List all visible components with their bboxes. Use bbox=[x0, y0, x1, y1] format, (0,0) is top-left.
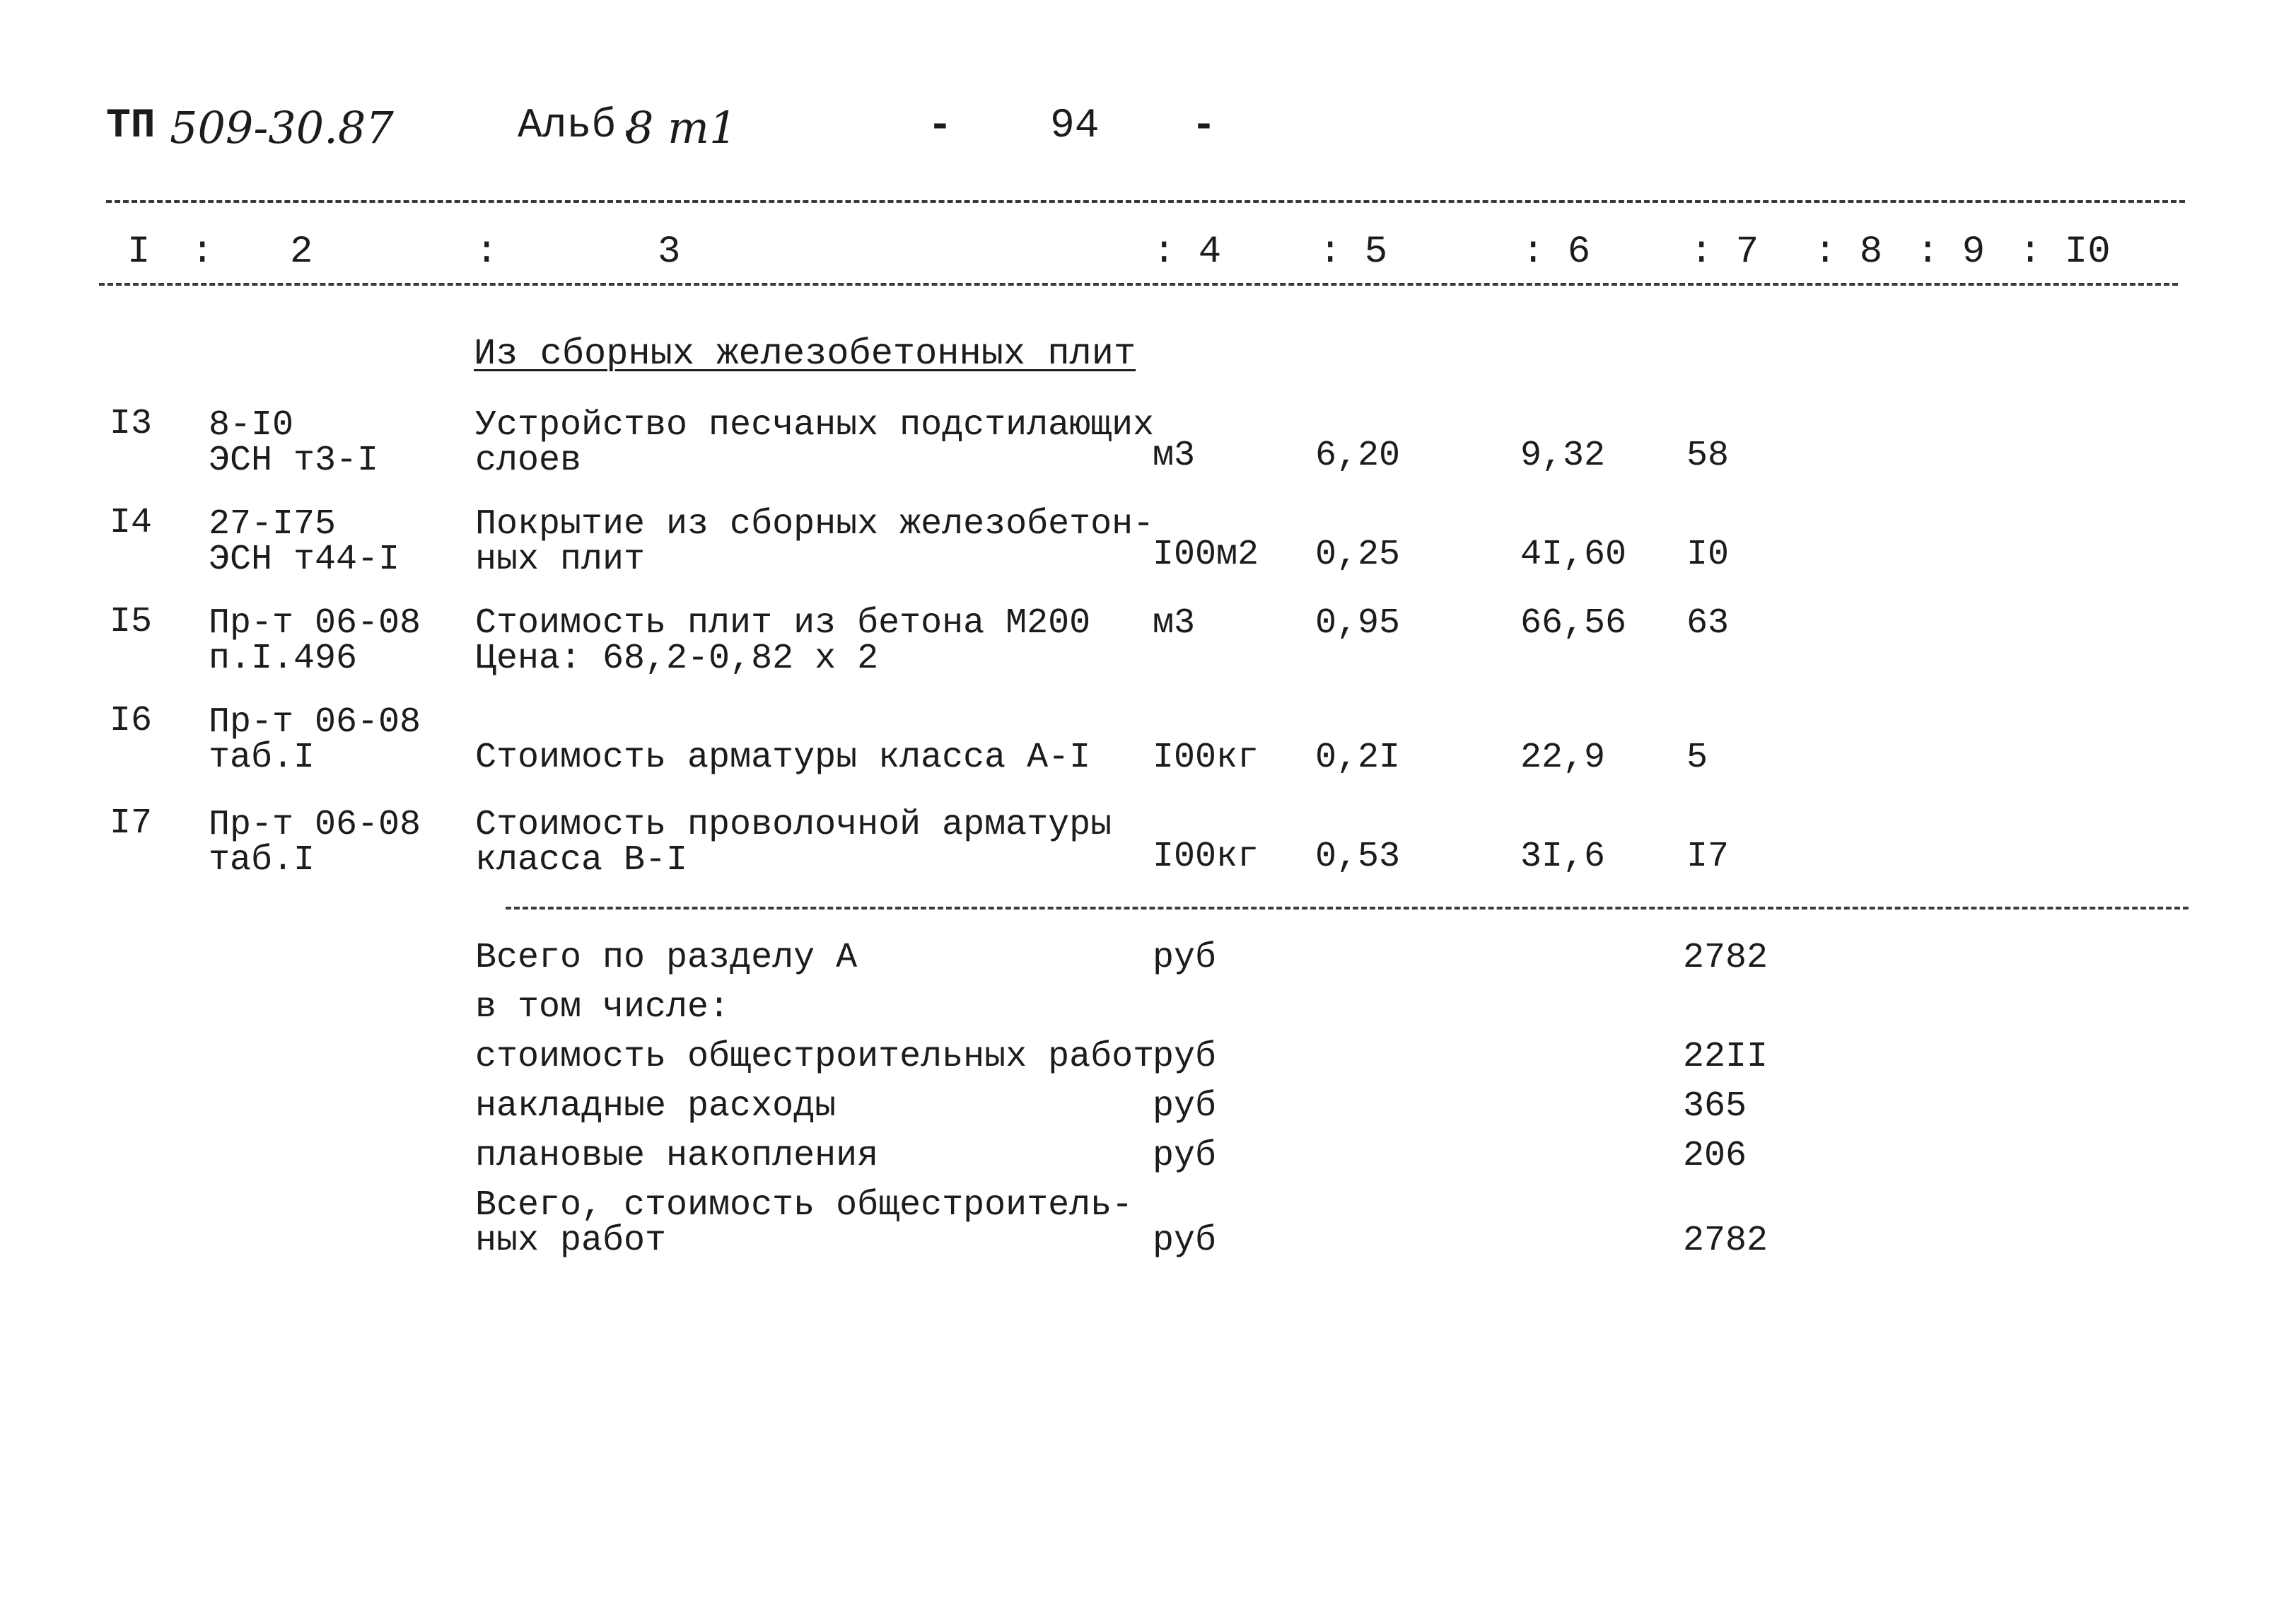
row-qty: 0,53 bbox=[1315, 837, 1401, 877]
row-qty: 0,25 bbox=[1315, 535, 1401, 575]
col-sep: : bbox=[475, 231, 499, 274]
row-code bbox=[209, 603, 421, 679]
row-code bbox=[209, 405, 379, 481]
doc-number: 509-30.87 bbox=[170, 102, 394, 153]
row-name-line: Цена: 68,2-0,82 х 2 bbox=[475, 639, 879, 679]
row-total: I0 bbox=[1686, 535, 1730, 575]
row-name-line bbox=[475, 705, 1090, 740]
row-code-line: п.I.496 bbox=[209, 639, 358, 679]
summary-unit: руб bbox=[1153, 1086, 1217, 1127]
page-dash-left: - bbox=[928, 103, 952, 149]
row-qty: 0,95 bbox=[1315, 603, 1401, 644]
page-number: 94 bbox=[1050, 103, 1100, 149]
col-8: : 8 bbox=[1814, 231, 1883, 274]
row-name-line: класса В-I bbox=[475, 840, 688, 881]
row-unit: м3 bbox=[1153, 436, 1196, 476]
row-name-line: ных плит bbox=[475, 540, 646, 580]
row-code-line: ЭСН т3-I bbox=[209, 441, 379, 481]
header-rule bbox=[106, 200, 2185, 203]
row-code bbox=[209, 702, 421, 778]
row-unit: I00м2 bbox=[1153, 535, 1259, 575]
row-name-line: Покрытие из сборных железобетон- bbox=[475, 504, 1155, 545]
row-number: I3 bbox=[110, 404, 153, 444]
summary-unit: руб bbox=[1153, 1037, 1217, 1077]
col-7: : 7 bbox=[1690, 231, 1759, 274]
col-sep: : bbox=[191, 231, 214, 274]
summary-label: плановые накопления bbox=[475, 1136, 879, 1176]
row-code-line: ЭСН т44-I bbox=[209, 540, 400, 580]
summary-total: 22II bbox=[1683, 1037, 1768, 1077]
col-1: I bbox=[127, 231, 151, 274]
summary-total: 365 bbox=[1683, 1086, 1747, 1127]
row-price: 4I,60 bbox=[1520, 535, 1627, 575]
row-code bbox=[209, 805, 421, 881]
row-price: 3I,6 bbox=[1520, 837, 1606, 877]
col-9: : 9 bbox=[1916, 231, 1986, 274]
summary-label: накладные расходы bbox=[475, 1086, 837, 1127]
row-name-line: слоев bbox=[475, 441, 582, 481]
row-name-line: Стоимость арматуры класса А-I bbox=[475, 738, 1091, 778]
row-code-line: таб.I bbox=[209, 840, 315, 881]
col-3: 3 bbox=[658, 231, 681, 274]
col-2: 2 bbox=[290, 231, 313, 274]
summary-label: стоимость общестроительных работ bbox=[475, 1037, 1155, 1077]
row-name bbox=[475, 504, 1155, 580]
row-price: 9,32 bbox=[1520, 436, 1606, 476]
row-price: 22,9 bbox=[1520, 738, 1606, 778]
col-5: : 5 bbox=[1319, 231, 1388, 274]
row-name bbox=[475, 603, 1091, 679]
row-unit: I00кг bbox=[1153, 837, 1259, 877]
summary-label-line: ных работ bbox=[475, 1221, 667, 1261]
row-number: I7 bbox=[110, 803, 153, 844]
summary-label-line: Всего, стоимость общестроитель- bbox=[475, 1185, 1134, 1226]
doc-code: ТП bbox=[106, 103, 156, 149]
summary-unit: руб bbox=[1153, 1221, 1217, 1261]
row-code-line: таб.I bbox=[209, 738, 315, 778]
row-name bbox=[475, 805, 1112, 881]
row-name-line: Стоимость проволочной арматуры bbox=[475, 805, 1112, 845]
row-number: I6 bbox=[110, 701, 153, 741]
row-code bbox=[209, 504, 400, 580]
row-name bbox=[475, 405, 1155, 481]
summary-total: 2782 bbox=[1683, 1221, 1768, 1261]
row-qty: 0,2I bbox=[1315, 738, 1401, 778]
summary-rule bbox=[506, 907, 2189, 909]
summary-total: 206 bbox=[1683, 1136, 1747, 1176]
row-name-line: Стоимость плит из бетона М200 bbox=[475, 603, 1091, 644]
album-value: 8 т1 bbox=[626, 102, 738, 153]
row-code-line: Пр-т 06-08 bbox=[209, 702, 421, 743]
column-header-rule bbox=[99, 283, 2178, 286]
row-qty: 6,20 bbox=[1315, 436, 1401, 476]
row-total: I7 bbox=[1686, 837, 1730, 877]
row-unit: м3 bbox=[1153, 603, 1196, 644]
row-total: 58 bbox=[1686, 436, 1730, 476]
album-label: Альб. bbox=[518, 103, 641, 149]
summary-total: 2782 bbox=[1683, 938, 1768, 978]
row-name-line: Устройство песчаных подстилающих bbox=[475, 405, 1155, 446]
row-number: I5 bbox=[110, 602, 153, 642]
summary-unit: руб bbox=[1153, 938, 1217, 978]
row-code-line: Пр-т 06-08 bbox=[209, 805, 421, 845]
section-title: Из сборных железобетонных плит bbox=[474, 333, 1136, 375]
col-6: : 6 bbox=[1522, 231, 1591, 274]
summary-label bbox=[475, 1185, 1134, 1261]
row-name bbox=[475, 705, 1090, 776]
row-price: 66,56 bbox=[1520, 603, 1627, 644]
page-dash-right: - bbox=[1191, 103, 1216, 149]
row-number: I4 bbox=[110, 503, 153, 543]
row-code-line: Пр-т 06-08 bbox=[209, 603, 421, 644]
row-code-line: 27-I75 bbox=[209, 504, 337, 545]
col-10: : I0 bbox=[2019, 231, 2111, 274]
summary-label: в том числе: bbox=[475, 987, 730, 1028]
row-total: 5 bbox=[1686, 738, 1708, 778]
row-code-line: 8-I0 bbox=[209, 405, 294, 446]
summary-label: Всего по разделу А bbox=[475, 938, 858, 978]
col-4: : 4 bbox=[1153, 231, 1222, 274]
summary-unit: руб bbox=[1153, 1136, 1217, 1176]
row-unit: I00кг bbox=[1153, 738, 1259, 778]
row-total: 63 bbox=[1686, 603, 1730, 644]
